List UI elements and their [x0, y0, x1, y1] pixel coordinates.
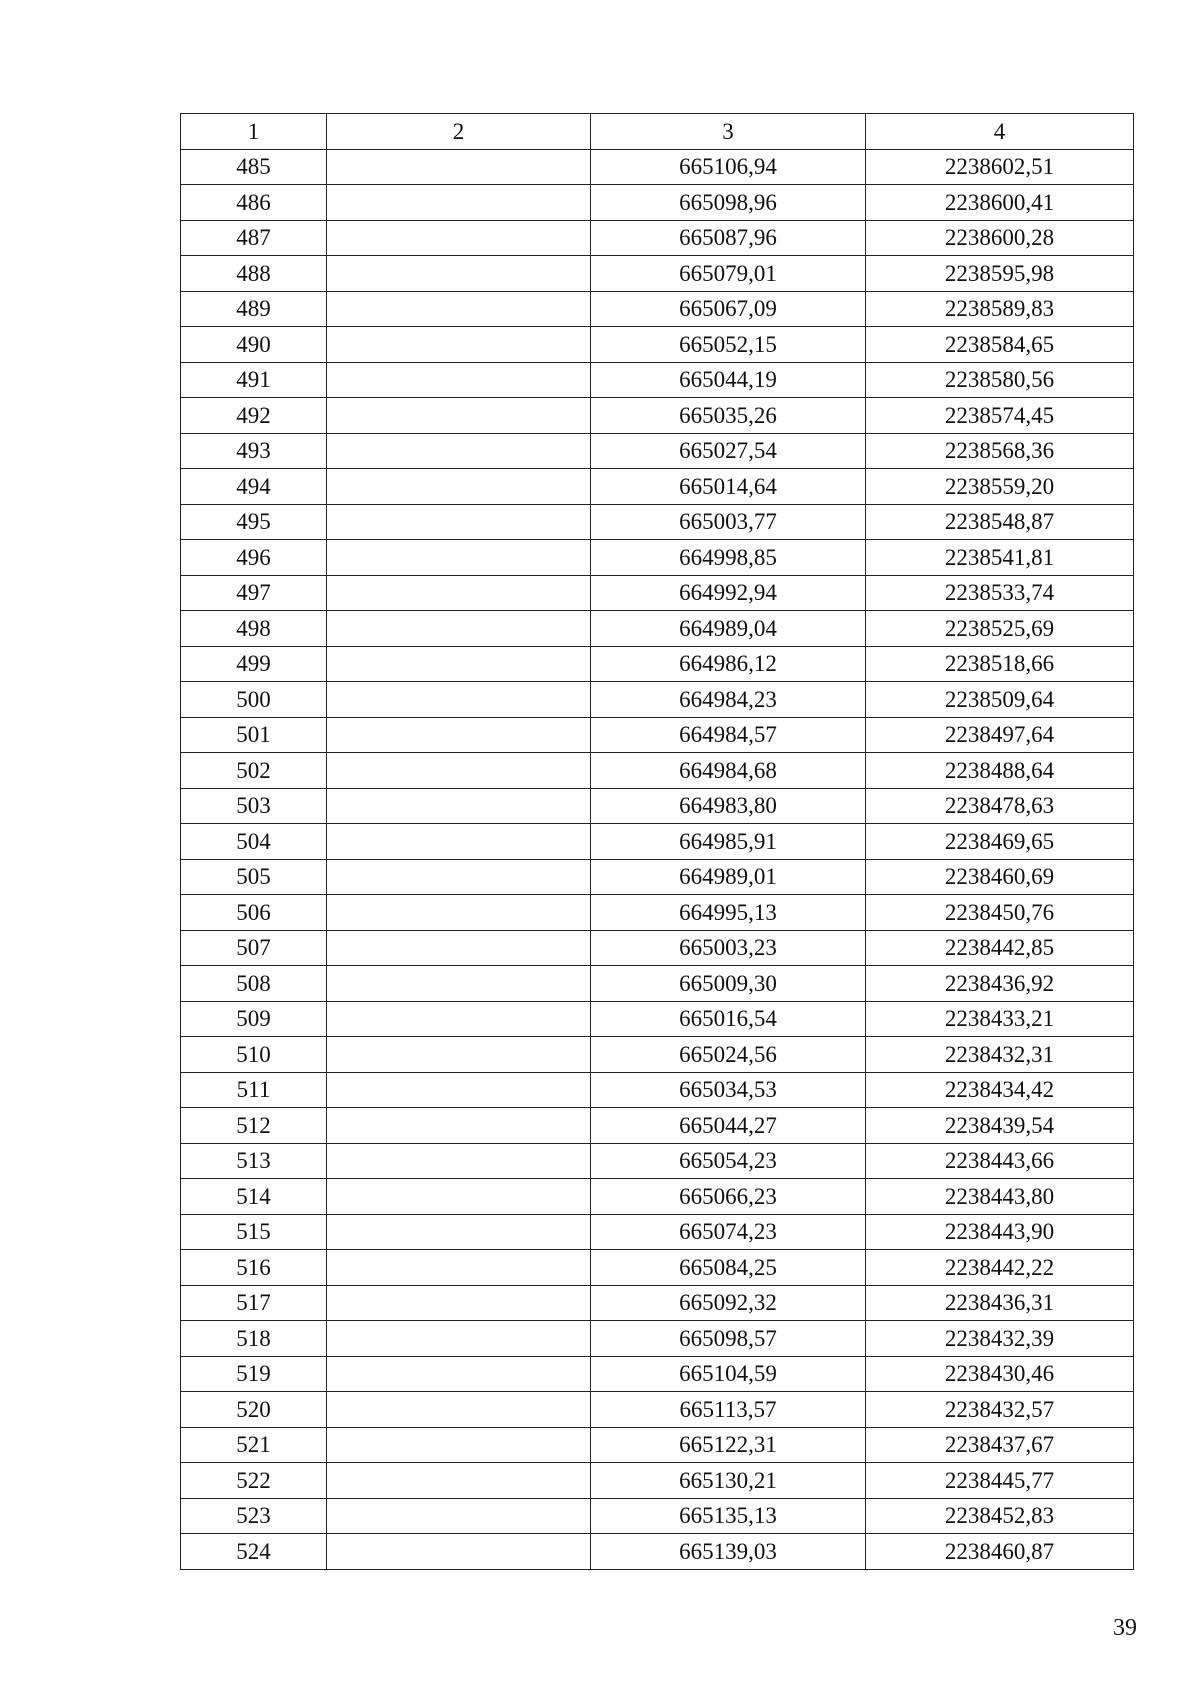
- y-coordinate-cell: 2238602,51: [866, 149, 1134, 185]
- table-row: [181, 1498, 1134, 1534]
- y-coordinate-cell: 2238541,81: [866, 540, 1134, 576]
- point-number-cell: 518: [181, 1321, 327, 1357]
- x-coordinate-cell: 665024,56: [591, 1037, 866, 1073]
- point-number-cell: 485: [181, 149, 327, 185]
- x-coordinate-cell: 664989,04: [591, 611, 866, 647]
- x-coordinate-cell: 665113,57: [591, 1392, 866, 1428]
- x-coordinate-cell: 665014,64: [591, 469, 866, 505]
- y-coordinate-cell: 2238518,66: [866, 646, 1134, 682]
- table-row: [181, 185, 1134, 221]
- description-cell: [327, 1285, 591, 1321]
- description-cell: [327, 1392, 591, 1428]
- y-coordinate-cell: 2238460,69: [866, 859, 1134, 895]
- x-coordinate-cell: 664992,94: [591, 575, 866, 611]
- description-cell: [327, 1108, 591, 1144]
- point-number-cell: 517: [181, 1285, 327, 1321]
- x-coordinate-cell: 665098,57: [591, 1321, 866, 1357]
- description-cell: [327, 1037, 591, 1073]
- y-coordinate-cell: 2238478,63: [866, 788, 1134, 824]
- y-coordinate-cell: 2238439,54: [866, 1108, 1134, 1144]
- point-number-cell: 498: [181, 611, 327, 647]
- point-number-cell: 513: [181, 1143, 327, 1179]
- x-coordinate-cell: 665135,13: [591, 1498, 866, 1534]
- y-coordinate-cell: 2238488,64: [866, 753, 1134, 789]
- table-row: [181, 1108, 1134, 1144]
- x-coordinate-cell: 665084,25: [591, 1250, 866, 1286]
- y-coordinate-cell: 2238430,46: [866, 1356, 1134, 1392]
- description-cell: [327, 930, 591, 966]
- description-cell: [327, 1001, 591, 1037]
- point-number-cell: 516: [181, 1250, 327, 1286]
- point-number-cell: 522: [181, 1463, 327, 1499]
- table-header-row: [181, 114, 1134, 150]
- point-number-cell: 523: [181, 1498, 327, 1534]
- point-number-cell: 511: [181, 1072, 327, 1108]
- point-number-cell: 524: [181, 1534, 327, 1570]
- description-cell: [327, 469, 591, 505]
- point-number-cell: 486: [181, 185, 327, 221]
- x-coordinate-cell: 665009,30: [591, 966, 866, 1002]
- y-coordinate-cell: 2238443,66: [866, 1143, 1134, 1179]
- point-number-cell: 493: [181, 433, 327, 469]
- y-coordinate-cell: 2238433,21: [866, 1001, 1134, 1037]
- y-coordinate-cell: 2238432,31: [866, 1037, 1134, 1073]
- x-coordinate-cell: 664995,13: [591, 895, 866, 931]
- page-number: 39: [1113, 1615, 1137, 1641]
- x-coordinate-cell: 665003,23: [591, 930, 866, 966]
- x-coordinate-cell: 664989,01: [591, 859, 866, 895]
- y-coordinate-cell: 2238600,28: [866, 220, 1134, 256]
- table-row: [181, 1356, 1134, 1392]
- point-number-cell: 499: [181, 646, 327, 682]
- y-coordinate-cell: 2238445,77: [866, 1463, 1134, 1499]
- description-cell: [327, 362, 591, 398]
- y-coordinate-cell: 2238568,36: [866, 433, 1134, 469]
- y-coordinate-cell: 2238432,57: [866, 1392, 1134, 1428]
- x-coordinate-cell: 665079,01: [591, 256, 866, 292]
- point-number-cell: 508: [181, 966, 327, 1002]
- description-cell: [327, 220, 591, 256]
- x-coordinate-cell: 665106,94: [591, 149, 866, 185]
- point-number-cell: 500: [181, 682, 327, 718]
- table-row: [181, 682, 1134, 718]
- point-number-cell: 490: [181, 327, 327, 363]
- x-coordinate-cell: 664986,12: [591, 646, 866, 682]
- point-number-cell: 504: [181, 824, 327, 860]
- x-coordinate-cell: 665092,32: [591, 1285, 866, 1321]
- point-number-cell: 487: [181, 220, 327, 256]
- x-coordinate-cell: 664998,85: [591, 540, 866, 576]
- table-row: [181, 1250, 1134, 1286]
- table-row: [181, 575, 1134, 611]
- y-coordinate-cell: 2238452,83: [866, 1498, 1134, 1534]
- x-coordinate-cell: 664984,57: [591, 717, 866, 753]
- x-coordinate-cell: 665074,23: [591, 1214, 866, 1250]
- column-header-1: 1: [181, 114, 327, 150]
- y-coordinate-cell: 2238580,56: [866, 362, 1134, 398]
- point-number-cell: 505: [181, 859, 327, 895]
- point-number-cell: 512: [181, 1108, 327, 1144]
- table-row: [181, 1285, 1134, 1321]
- point-number-cell: 519: [181, 1356, 327, 1392]
- description-cell: [327, 1250, 591, 1286]
- table-row: [181, 788, 1134, 824]
- table-row: [181, 504, 1134, 540]
- point-number-cell: 496: [181, 540, 327, 576]
- point-number-cell: 495: [181, 504, 327, 540]
- table-row: [181, 1001, 1134, 1037]
- x-coordinate-cell: 665104,59: [591, 1356, 866, 1392]
- x-coordinate-cell: 665098,96: [591, 185, 866, 221]
- table-row: [181, 1534, 1134, 1570]
- description-cell: [327, 1143, 591, 1179]
- table-row: [181, 220, 1134, 256]
- description-cell: [327, 895, 591, 931]
- table-row: [181, 398, 1134, 434]
- x-coordinate-cell: 664984,23: [591, 682, 866, 718]
- description-cell: [327, 433, 591, 469]
- point-number-cell: 520: [181, 1392, 327, 1428]
- y-coordinate-cell: 2238509,64: [866, 682, 1134, 718]
- y-coordinate-cell: 2238450,76: [866, 895, 1134, 931]
- point-number-cell: 507: [181, 930, 327, 966]
- point-number-cell: 491: [181, 362, 327, 398]
- table-row: [181, 824, 1134, 860]
- column-header-3: 3: [591, 114, 866, 150]
- table-row: [181, 753, 1134, 789]
- point-number-cell: 514: [181, 1179, 327, 1215]
- table-row: [181, 149, 1134, 185]
- column-header-2: 2: [327, 114, 591, 150]
- description-cell: [327, 1427, 591, 1463]
- point-number-cell: 510: [181, 1037, 327, 1073]
- table-row: [181, 1321, 1134, 1357]
- description-cell: [327, 717, 591, 753]
- y-coordinate-cell: 2238442,85: [866, 930, 1134, 966]
- description-cell: [327, 291, 591, 327]
- y-coordinate-cell: 2238469,65: [866, 824, 1134, 860]
- table-row: [181, 1427, 1134, 1463]
- point-number-cell: 494: [181, 469, 327, 505]
- table-row: [181, 717, 1134, 753]
- x-coordinate-cell: 665003,77: [591, 504, 866, 540]
- x-coordinate-cell: 665027,54: [591, 433, 866, 469]
- point-number-cell: 506: [181, 895, 327, 931]
- description-cell: [327, 1321, 591, 1357]
- description-cell: [327, 149, 591, 185]
- table-row: [181, 1037, 1134, 1073]
- table-row: [181, 540, 1134, 576]
- y-coordinate-cell: 2238584,65: [866, 327, 1134, 363]
- point-number-cell: 492: [181, 398, 327, 434]
- table-row: [181, 1463, 1134, 1499]
- description-cell: [327, 682, 591, 718]
- description-cell: [327, 540, 591, 576]
- x-coordinate-cell: 665052,15: [591, 327, 866, 363]
- description-cell: [327, 1356, 591, 1392]
- x-coordinate-cell: 665122,31: [591, 1427, 866, 1463]
- description-cell: [327, 1214, 591, 1250]
- x-coordinate-cell: 665087,96: [591, 220, 866, 256]
- description-cell: [327, 256, 591, 292]
- y-coordinate-cell: 2238442,22: [866, 1250, 1134, 1286]
- table-row: [181, 433, 1134, 469]
- point-number-cell: 489: [181, 291, 327, 327]
- y-coordinate-cell: 2238559,20: [866, 469, 1134, 505]
- table-row: [181, 1072, 1134, 1108]
- x-coordinate-cell: 665034,53: [591, 1072, 866, 1108]
- description-cell: [327, 824, 591, 860]
- table-body: [181, 149, 1134, 1569]
- y-coordinate-cell: 2238436,31: [866, 1285, 1134, 1321]
- x-coordinate-cell: 665066,23: [591, 1179, 866, 1215]
- y-coordinate-cell: 2238432,39: [866, 1321, 1134, 1357]
- table-row: [181, 1392, 1134, 1428]
- y-coordinate-cell: 2238600,41: [866, 185, 1134, 221]
- x-coordinate-cell: 665130,21: [591, 1463, 866, 1499]
- point-number-cell: 521: [181, 1427, 327, 1463]
- x-coordinate-cell: 664985,91: [591, 824, 866, 860]
- x-coordinate-cell: 665044,27: [591, 1108, 866, 1144]
- y-coordinate-cell: 2238437,67: [866, 1427, 1134, 1463]
- point-number-cell: 502: [181, 753, 327, 789]
- point-number-cell: 497: [181, 575, 327, 611]
- description-cell: [327, 1463, 591, 1499]
- description-cell: [327, 646, 591, 682]
- description-cell: [327, 398, 591, 434]
- y-coordinate-cell: 2238443,80: [866, 1179, 1134, 1215]
- table-row: [181, 291, 1134, 327]
- description-cell: [327, 753, 591, 789]
- table-row: [181, 327, 1134, 363]
- column-header-4: 4: [866, 114, 1134, 150]
- x-coordinate-cell: 665139,03: [591, 1534, 866, 1570]
- y-coordinate-cell: 2238595,98: [866, 256, 1134, 292]
- y-coordinate-cell: 2238589,83: [866, 291, 1134, 327]
- description-cell: [327, 327, 591, 363]
- description-cell: [327, 966, 591, 1002]
- table-row: [181, 930, 1134, 966]
- table-row: [181, 256, 1134, 292]
- description-cell: [327, 788, 591, 824]
- y-coordinate-cell: 2238548,87: [866, 504, 1134, 540]
- table-row: [181, 646, 1134, 682]
- description-cell: [327, 575, 591, 611]
- y-coordinate-cell: 2238574,45: [866, 398, 1134, 434]
- y-coordinate-cell: 2238525,69: [866, 611, 1134, 647]
- description-cell: [327, 1179, 591, 1215]
- description-cell: [327, 859, 591, 895]
- table-row: [181, 1179, 1134, 1215]
- description-cell: [327, 504, 591, 540]
- x-coordinate-cell: 665054,23: [591, 1143, 866, 1179]
- x-coordinate-cell: 665016,54: [591, 1001, 866, 1037]
- table-row: [181, 611, 1134, 647]
- x-coordinate-cell: 664983,80: [591, 788, 866, 824]
- coordinates-table: [180, 113, 1134, 1570]
- y-coordinate-cell: 2238443,90: [866, 1214, 1134, 1250]
- table-row: [181, 966, 1134, 1002]
- y-coordinate-cell: 2238497,64: [866, 717, 1134, 753]
- table-row: [181, 469, 1134, 505]
- table-row: [181, 362, 1134, 398]
- x-coordinate-cell: 664984,68: [591, 753, 866, 789]
- table-row: [181, 1143, 1134, 1179]
- y-coordinate-cell: 2238436,92: [866, 966, 1134, 1002]
- point-number-cell: 503: [181, 788, 327, 824]
- y-coordinate-cell: 2238533,74: [866, 575, 1134, 611]
- table-row: [181, 1214, 1134, 1250]
- y-coordinate-cell: 2238434,42: [866, 1072, 1134, 1108]
- point-number-cell: 488: [181, 256, 327, 292]
- table-row: [181, 895, 1134, 931]
- point-number-cell: 515: [181, 1214, 327, 1250]
- description-cell: [327, 1534, 591, 1570]
- point-number-cell: 509: [181, 1001, 327, 1037]
- description-cell: [327, 1072, 591, 1108]
- description-cell: [327, 1498, 591, 1534]
- x-coordinate-cell: 665067,09: [591, 291, 866, 327]
- point-number-cell: 501: [181, 717, 327, 753]
- y-coordinate-cell: 2238460,87: [866, 1534, 1134, 1570]
- description-cell: [327, 185, 591, 221]
- description-cell: [327, 611, 591, 647]
- table-row: [181, 859, 1134, 895]
- x-coordinate-cell: 665044,19: [591, 362, 866, 398]
- x-coordinate-cell: 665035,26: [591, 398, 866, 434]
